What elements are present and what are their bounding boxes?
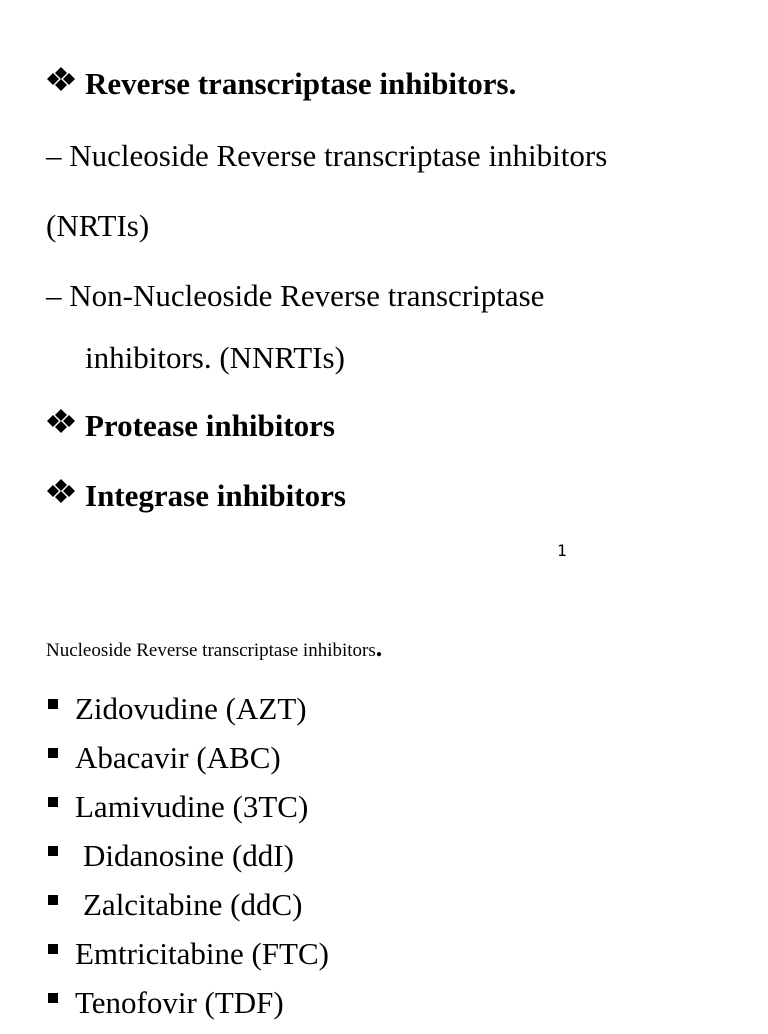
- page-number: 1: [557, 541, 567, 560]
- four-diamond-icon: [46, 408, 76, 434]
- nrti-line-1: – Nucleoside Reverse transcriptase inhibitors: [46, 138, 608, 173]
- heading-reverse-transcriptase: [46, 68, 516, 99]
- square-bullet-icon: [48, 748, 58, 758]
- square-bullet-icon: [48, 699, 58, 709]
- drug-name: Tenofovir (TDF): [75, 985, 284, 1020]
- drug-name: Zalcitabine (ddC): [83, 887, 303, 922]
- drug-name: Zidovudine (AZT): [75, 691, 307, 726]
- nrti-section-title: [46, 633, 382, 663]
- nrti-section-title-dot: .: [375, 633, 383, 662]
- square-bullet-icon: [48, 846, 58, 856]
- square-bullet-icon: [48, 944, 58, 954]
- square-bullet-icon: [48, 993, 58, 1003]
- heading-rti-text: Reverse transcriptase inhibitors.: [85, 66, 517, 101]
- four-diamond-icon: [46, 478, 76, 504]
- nrti-section-title-text: Nucleoside Reverse transcriptase inhibitors: [46, 640, 376, 661]
- nrti-line-2: (NRTIs): [46, 208, 150, 243]
- heading-integrase: [46, 480, 346, 511]
- nnrti-line-1: – Non-Nucleoside Reverse transcriptase: [46, 278, 545, 313]
- heading-protease-text: Protease inhibitors: [85, 408, 335, 443]
- drug-name: Emtricitabine (FTC): [75, 936, 329, 971]
- square-bullet-icon: [48, 797, 58, 807]
- heading-protease: [46, 410, 335, 441]
- square-bullet-icon: [48, 895, 58, 905]
- drug-name: Lamivudine (3TC): [75, 789, 309, 824]
- drug-name: Abacavir (ABC): [75, 740, 281, 775]
- heading-integrase-text: Integrase inhibitors: [85, 478, 346, 513]
- four-diamond-icon: [46, 66, 76, 92]
- nnrti-line-2: inhibitors. (NNRTIs): [85, 340, 345, 375]
- drug-name: Didanosine (ddI): [83, 838, 294, 873]
